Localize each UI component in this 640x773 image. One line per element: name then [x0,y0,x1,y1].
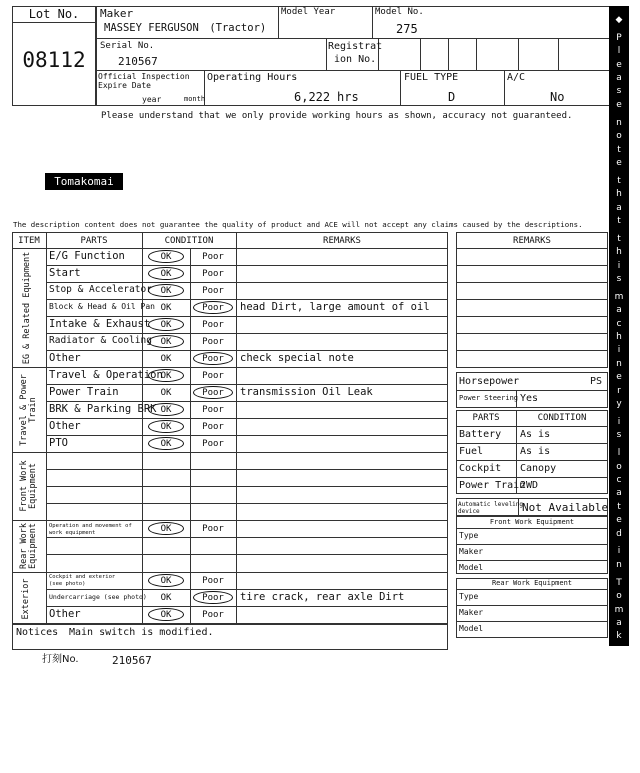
header-item: ITEM [18,236,40,246]
ok-option: OK [160,337,172,347]
side-notice-char: n [616,117,622,128]
row-remark: check special note [240,352,354,364]
side-notice-char: k [616,631,622,642]
side-notice-char: o [616,644,622,655]
side-notice-char: c [616,475,622,485]
side-notice-char: m [614,291,624,302]
part-name: Travel & Operation [49,369,163,381]
row-divider [46,418,448,419]
poor-option: Poor [202,388,224,398]
power-train-label: Power Train [459,480,526,491]
ok-option: OK [160,320,172,330]
ok-circle [148,403,184,416]
auto-level-label-1: Automatic leveling [458,501,524,508]
side-notice-char: h [616,189,622,200]
horsepower-unit: PS [590,376,603,387]
poor-circle [193,386,233,399]
ok-circle [148,437,184,450]
part-name: E/G Function [49,250,125,262]
ac-value: No [550,90,565,104]
side-notice-char: a [616,73,622,84]
side-notice-char: d [616,742,622,753]
side-notice-char: e [616,372,622,383]
row-divider [46,503,448,504]
rear-equipment-header: Rear Work Equipment [491,579,573,587]
group-travel [20,368,40,452]
side-notice-char: i [617,546,621,557]
inspection-label-2: Expire Date [98,81,151,90]
side-notice-char: i [617,416,621,427]
model-year-label: Model Year [281,7,336,17]
ok-circle [148,267,184,280]
row-divider [46,299,448,300]
side-notice-char: s [616,430,622,441]
hours-unit: hrs [337,90,359,104]
part-name: BRK & Parking BRK [49,403,157,415]
front-equipment-header: Front Work Equipment [489,518,575,526]
poor-option: Poor [202,354,224,364]
row-remark: transmission Oil Leak [240,386,373,398]
stamp-label: 打刻No. [42,654,79,665]
row-divider [46,401,448,402]
side-notice-char: P [616,32,622,43]
poor-option: Poor [202,610,224,620]
side-notice-char: e [616,157,622,168]
part-name: Radiator & Cooling [49,335,152,346]
row-divider [46,589,448,590]
part-name: Start [49,267,81,279]
ok-circle [148,608,184,621]
front-maker-label: Maker [459,547,484,556]
right-remarks-box [456,232,608,368]
row-divider [46,537,448,538]
ok-circle [148,574,184,587]
battery-label: Battery [459,429,502,440]
lot-label: Lot No. [28,7,80,21]
poor-option: Poor [202,286,224,296]
part-name: Other [49,608,81,620]
poor-option: Poor [202,337,224,347]
ok-option: OK [160,269,172,279]
ok-option: OK [160,422,172,432]
part-name: Stop & Accelerator [49,284,152,295]
auto-level-label-2: device [458,508,480,515]
poor-option: Poor [202,320,224,330]
poor-option: Poor [202,303,224,313]
ok-option: OK [160,252,172,262]
condition-header: CONDITION [537,413,587,423]
side-notice-char: t [617,215,621,226]
side-notice-char: o [616,591,622,602]
group-eg: EG & Related Equipment [22,251,32,365]
hours-value: 6,222 [294,90,331,104]
model-no-label: Model No. [375,7,424,17]
side-notice-char: e [616,515,622,526]
row-remark: tire crack, rear axle Dirt [240,591,405,603]
power-steering-value: Yes [520,393,539,404]
right-remarks-header: REMARKS [513,236,551,246]
side-notice-char: n [616,559,622,570]
side-notice-char: a [616,488,622,499]
side-notice [609,6,629,771]
part-name: Cockpit and exterior (see photo) [49,574,116,587]
group-travel-line1: Travel & Power [19,374,29,446]
ok-option: OK [160,388,172,398]
row-divider [46,384,448,385]
fuel-type-label: FUEL TYPE [404,72,459,83]
group-exterior: Exterior [21,578,31,620]
side-notice-char: i [617,684,621,695]
part-name: Power Train [49,386,119,398]
side-notice-char: d [616,528,622,539]
group-front-line1: Front Work [19,460,29,512]
ok-option: OK [160,524,172,534]
ok-option: OK [160,354,172,364]
ok-option: OK [160,439,172,449]
disclaimer: The description content does not guarantee the quality of product and ACE will not accept any claims caused by the descriptions. [13,220,583,229]
ok-option: OK [160,405,172,415]
row-divider [46,452,448,453]
registration-label-1: Registrat [328,41,383,52]
part-name: Other [49,352,81,364]
poor-option: Poor [202,576,224,586]
side-notice-char: a [616,305,622,316]
rear-model-label: Model [459,624,484,633]
rear-type-label: Type [459,592,479,601]
part-name: Other [49,420,81,432]
row-divider [46,282,448,283]
horsepower-label: Horsepower [459,376,520,387]
poor-circle [193,352,233,365]
year-label: year [142,95,162,104]
side-notice-char: y [616,399,622,410]
side-notice-char: m [614,604,624,615]
parts-header: PARTS [472,413,500,423]
row-divider [46,606,448,607]
ok-option: OK [160,593,172,603]
row-divider [46,248,448,249]
hours-notice: Please understand that we only provide working hours as shown, accuracy not guaranteed. [101,111,573,121]
group-front-line2: Equipment [27,462,38,510]
power-train-value: 2WD [520,480,539,491]
front-type-label: Type [459,531,479,540]
row-divider [46,350,448,351]
row-divider [46,469,448,470]
model-no-value: 275 [396,22,418,36]
side-notice-char: h [616,247,622,258]
ok-circle [148,420,184,433]
side-notice-char: e [616,59,622,70]
side-notice-char: t [617,175,621,186]
ok-circle [148,250,184,263]
ok-option: OK [160,371,172,381]
side-notice-char: T [616,577,622,588]
fuel-label: Fuel [459,446,484,457]
side-notice-char: ◆ [615,15,623,25]
maker-label: Maker [100,7,134,20]
serial-label: Serial No. [100,41,155,51]
ok-option: OK [160,303,172,313]
part-name: Operation and movement of work equipment [49,523,132,536]
side-notice-char: r [617,729,621,740]
side-notice-char: a [616,671,622,682]
side-notice-char: ◆ [615,760,623,771]
row-divider [46,367,448,368]
row-divider [46,554,448,555]
row-divider [46,572,448,573]
side-notice-char: a [616,716,622,727]
poor-option: Poor [202,405,224,415]
fuel-type-value: D [448,90,456,104]
row-divider [46,520,448,521]
side-notice-char: e [616,99,622,110]
ok-circle [148,284,184,297]
poor-option: Poor [202,269,224,279]
group-rear-line2: Equipment [27,522,38,570]
side-notice-char: Y [616,702,622,713]
part-name: Intake & Exhaust [49,318,151,330]
part-name: PTO [49,437,68,449]
poor-option: Poor [202,593,224,603]
poor-circle [193,301,233,314]
header-remarks: REMARKS [323,236,361,246]
header-parts: PARTS [80,236,108,246]
side-notice-char: n [616,358,622,369]
poor-circle [193,591,233,604]
side-notice-char: s [616,274,622,285]
notices-value: Main switch is modified. [69,627,214,638]
ok-circle [148,318,184,331]
part-name: Block & Head & Oil Pan [49,302,155,311]
side-notice-char: o [616,461,622,472]
cockpit-label: Cockpit [459,463,502,474]
registration-label-2: ion No. [334,54,377,65]
side-notice-char: a [616,617,622,628]
month-label: month [184,95,206,103]
stamp-value: 210567 [112,654,152,667]
header-condition: CONDITION [164,236,214,246]
row-divider [46,486,448,487]
poor-option: Poor [202,439,224,449]
side-notice-char: o [616,131,622,142]
serial-value: 210567 [118,55,158,68]
lot-number: 08112 [22,48,86,72]
ok-option: OK [160,610,172,620]
side-notice-char: a [616,202,622,213]
side-notice-char: t [617,144,621,155]
side-notice-char: r [617,385,621,396]
battery-value: As is [520,429,551,440]
row-divider [46,333,448,334]
yard-badge: Tomakomai Yard [45,173,123,190]
poor-option: Poor [202,422,224,432]
ok-circle [148,522,184,535]
hours-label: Operating Hours [207,72,298,83]
side-notice-char: h [616,332,622,343]
side-notice-char: l [617,46,621,57]
ok-option: OK [160,576,172,586]
group-travel-line2: Train [27,397,38,423]
ok-circle [148,369,184,382]
cockpit-value: Canopy [520,463,557,474]
part-name: Undercarriage (see photo) [49,593,147,601]
front-model-label: Model [459,563,484,572]
row-remark: head Dirt, large amount of oil [240,301,430,313]
row-divider [46,316,448,317]
inspection-label-1: Official Inspection [98,72,190,81]
row-divider [46,435,448,436]
side-notice-char: s [616,86,622,97]
ok-circle [148,335,184,348]
side-notice-char: t [617,233,621,244]
side-notice-char: l [617,448,621,459]
ok-option: OK [160,286,172,296]
fuel-value: As is [520,446,551,457]
side-notice-char: t [617,501,621,512]
auto-level-value: Not Available [522,501,609,514]
side-notice-char: c [616,318,622,329]
side-notice-char: m [614,658,624,669]
poor-option: Poor [202,371,224,381]
side-notice-char: i [617,345,621,356]
poor-option: Poor [202,252,224,262]
power-steering-label: Power Steering [459,394,519,402]
rear-maker-label: Maker [459,608,484,617]
side-notice-char: i [617,260,621,271]
group-rear-line1: Rear Work [19,522,29,570]
row-divider [46,265,448,266]
ac-label: A/C [507,72,526,83]
poor-option: Poor [202,524,224,534]
maker-value: MASSEY FERGUSON (Tractor) [104,22,267,34]
notices-label: Notices [16,627,59,638]
